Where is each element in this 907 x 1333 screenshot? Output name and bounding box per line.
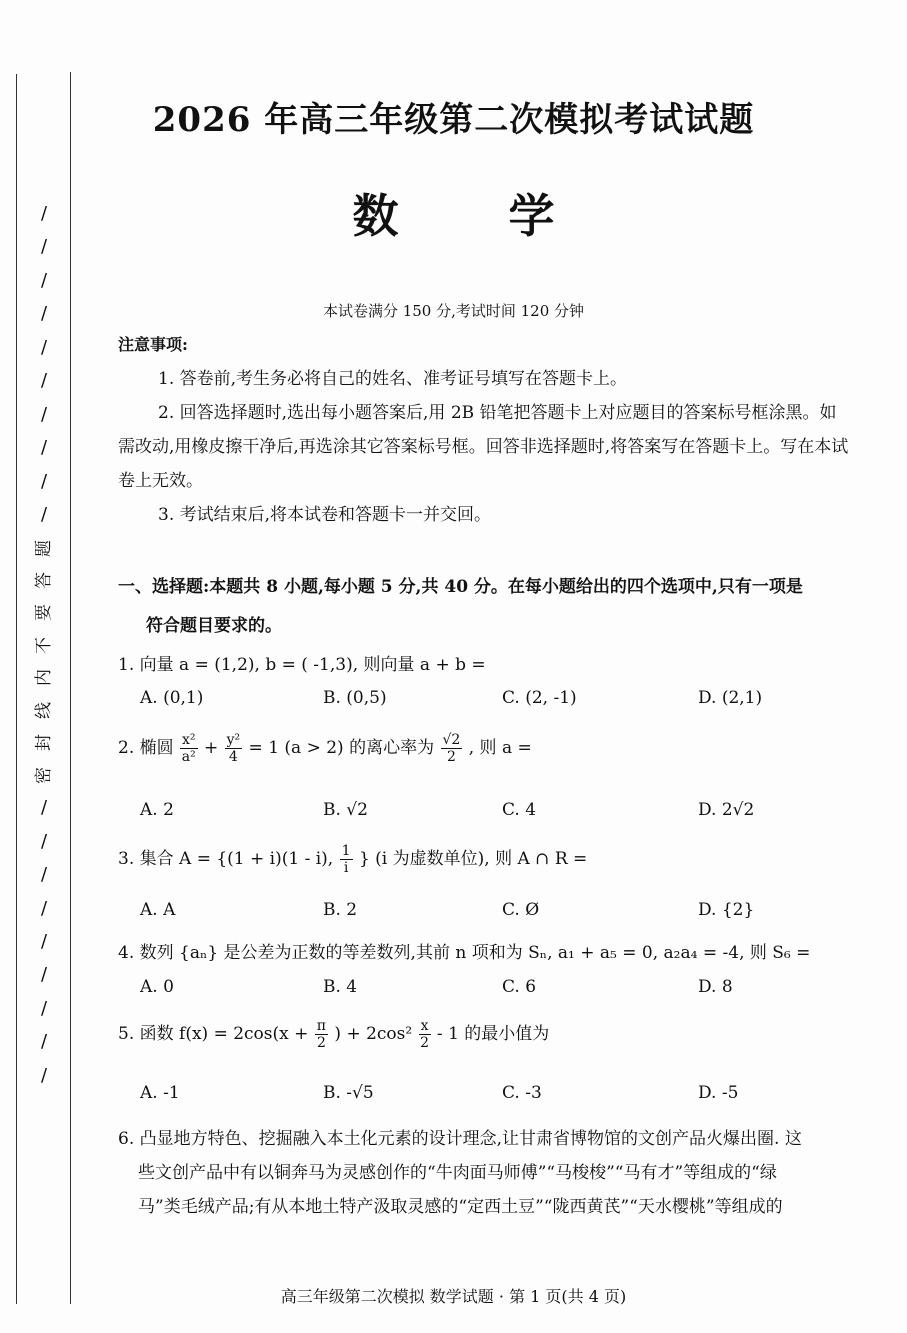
seal-dash: / — [40, 303, 48, 325]
q3-option-c: C. Ø — [502, 900, 540, 920]
seal-dash: / — [40, 997, 48, 1019]
notice-heading: 注意事项: — [118, 335, 188, 354]
seal-char: 答 — [33, 571, 54, 589]
subject-title: 数学 — [352, 189, 665, 243]
seal-dash: / — [40, 203, 48, 224]
q1-stem: a = (1,2), b = ( -1,3), 则向量 a + b = — [179, 655, 486, 675]
q6-line-3: 马”类毛绒产品;有从本地土特产汲取灵感的“定西土豆”“陇西黄芪”“天水樱桃”等组成的 — [138, 1197, 783, 1217]
question-1 — [118, 650, 858, 675]
seal-char: 题 — [33, 539, 54, 557]
seal-dash: / — [40, 864, 48, 886]
q4-option-d: D. 8 — [698, 977, 733, 997]
q6-line-1: 6. 凸显地方特色、挖掘融入本土化元素的设计理念,让甘肃省博物馆的文创产品火爆出圈. 这 — [118, 1129, 802, 1149]
binding-line-outer — [16, 74, 17, 1304]
seal-char: 密 — [33, 766, 54, 784]
q2-stem-mid: = 1 (a > 2) 的离心率为 — [248, 738, 435, 758]
q2-option-d: D. 2√2 — [698, 800, 755, 820]
seal-dash: / — [40, 504, 48, 526]
question-3 — [118, 843, 858, 876]
exam-meta: 本试卷满分 150 分,考试时间 120 分钟 — [322, 302, 585, 320]
q1-number: 1. 向量 — [118, 655, 180, 675]
q5-option-c: C. -3 — [502, 1083, 542, 1103]
exam-title: 2026 年高三年级第二次模拟考试试题 — [152, 100, 755, 140]
section-heading — [118, 568, 858, 646]
seal-dash: / — [40, 797, 48, 819]
q2-frac-x: $\frac{\text{x²}}{\text{a²}}$ — [181, 732, 196, 765]
q5-stem-mid: ) + 2cos² — [334, 1024, 413, 1044]
q3-option-a: A. A — [140, 900, 176, 920]
question-5 — [118, 1018, 858, 1051]
seal-char: 线 — [33, 701, 54, 719]
q1-option-d: D. (2,1) — [698, 688, 763, 708]
q2-number: 2. 椭圆 — [118, 738, 174, 758]
seal-dash: / — [40, 1031, 48, 1053]
q4-option-c: C. 6 — [502, 977, 537, 997]
q3-frac: $\frac{1}{i}$ — [341, 843, 351, 876]
q4-option-a: A. 0 — [140, 977, 174, 997]
page-footer: 高三年级第二次模拟 数学试题 · 第 1 页(共 4 页) — [280, 1287, 627, 1306]
binding-line-inner — [70, 72, 71, 1304]
notice-item-1: 1. 答卷前,考生务必将自己的姓名、准考证号填写在答题卡上。 — [158, 369, 628, 389]
q3-option-d: D. {2} — [698, 900, 755, 920]
seal-dash: / — [40, 930, 48, 952]
q2-option-a: A. 2 — [140, 800, 174, 820]
q2-option-c: C. 4 — [502, 800, 537, 820]
question-2: 2. 椭圆 $\frac{\text{x²}}{\text{a²}}$ + $\frac{\text{y²}}{4}$ = 1 (a > 2) 的离心率为 $\frac{√2}{2}$ , 则 a = — [118, 732, 532, 765]
section-heading-line2: 符合题目要求的。 — [146, 616, 282, 636]
seal-dash: / — [40, 336, 48, 358]
q5-frac-x: $\frac{x}{2}$ — [420, 1018, 430, 1051]
q5-option-a: A. -1 — [140, 1083, 180, 1103]
q2-option-b: B. √2 — [323, 800, 368, 820]
q6-line-2: 些文创产品中有以铜奔马为灵感创作的“牛肉面马师傅”“马梭梭”“马有才”等组成的“绿 — [138, 1163, 777, 1183]
notice-item-3: 3. 考试结束后,将本试卷和答题卡一并交回。 — [158, 505, 492, 525]
question-4: 4. 数列 {aₙ} 是公差为正数的等差数列,其前 n 项和为 Sₙ, a₁ + a₅ = 0, a₂a₄ = -4, 则 S₆ = — [118, 943, 811, 963]
seal-dash: / — [40, 370, 48, 392]
seal-dash: / — [40, 403, 48, 425]
q4-option-b: B. 4 — [323, 977, 358, 997]
seal-char: 内 — [33, 669, 54, 687]
q2-frac-e: $\frac{√2}{2}$ — [442, 732, 461, 765]
q3-option-b: B. 2 — [323, 900, 358, 920]
seal-dash: / — [40, 269, 48, 291]
seal-char: 要 — [33, 604, 54, 622]
seal-dash: / — [40, 470, 48, 492]
q1-option-b: B. (0,5) — [323, 688, 387, 708]
seal-dash: / — [40, 236, 48, 258]
q1-option-c: C. (2, -1) — [502, 688, 577, 708]
seal-char: 封 — [33, 734, 54, 752]
seal-dash: / — [40, 437, 48, 459]
q3-stem-end: } (i 为虚数单位), 则 A ∩ R = — [358, 849, 588, 869]
seal-line-column — [24, 205, 64, 1085]
seal-dash: / — [40, 897, 48, 919]
q5-frac-pi: $\frac{\pi}{2}$ — [316, 1018, 326, 1051]
seal-char: 不 — [33, 636, 54, 654]
seal-dash: / — [40, 964, 48, 986]
seal-dash: / — [40, 1064, 48, 1086]
notice-item-2: 2. 回答选择题时,选出每小题答案后,用 2B 铅笔把答题卡上对应题目的答案标号框涂黑。如需改动,用橡皮擦干净后,再选涂其它答案标号框。回答非选择题时,将答案写在答题卡上。写在本试卷上无效。 — [118, 403, 849, 491]
q5-option-d: D. -5 — [698, 1083, 739, 1103]
section-heading-line1: 一、选择题:本题共 8 小题,每小题 5 分,共 40 分。在每小题给出的四个选项中,只有一项是 — [118, 577, 803, 597]
q2-frac-y: $\frac{\text{y²}}{4}$ — [226, 732, 241, 765]
q5-stem-pre: 5. 函数 f(x) = 2cos(x + — [118, 1024, 309, 1044]
q1-option-a: A. (0,1) — [140, 688, 204, 708]
q5-option-b: B. -√5 — [323, 1083, 374, 1103]
question-6 — [118, 1122, 858, 1224]
seal-dash: / — [40, 830, 48, 852]
q2-stem-end: , 则 a = — [468, 738, 532, 758]
q5-stem-end: - 1 的最小值为 — [436, 1024, 550, 1044]
q3-stem-pre: 3. 集合 A = {(1 + i)(1 - i), — [118, 849, 334, 869]
